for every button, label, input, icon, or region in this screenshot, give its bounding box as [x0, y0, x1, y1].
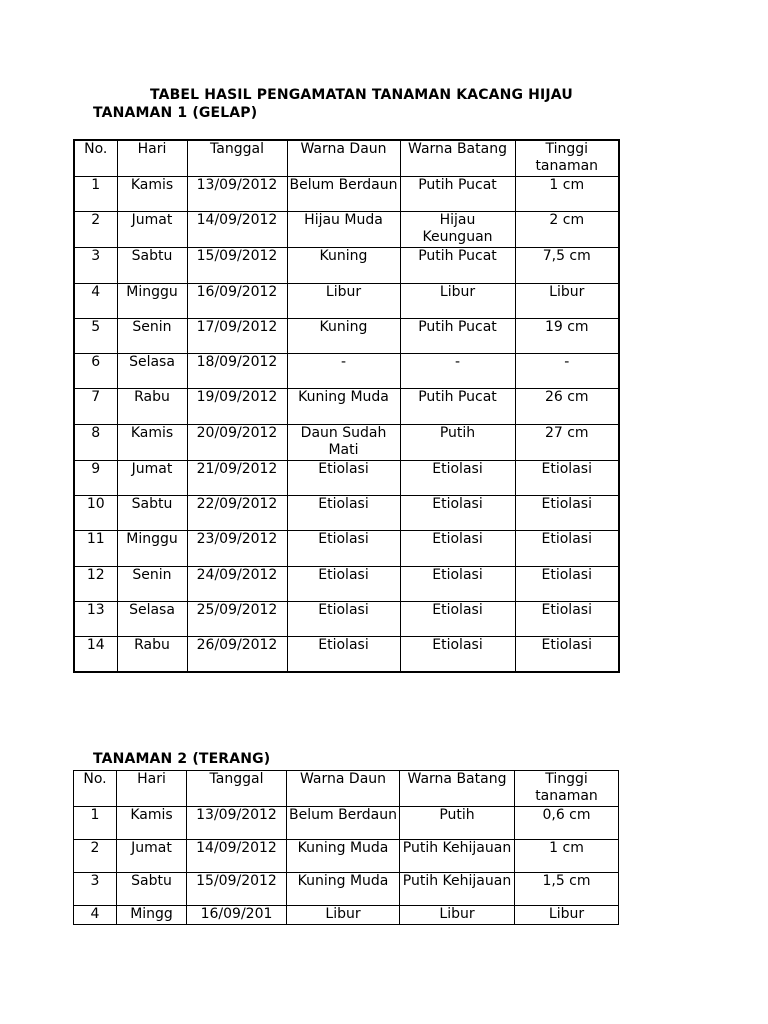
- cell-tinggi-tanaman: 2 cm: [515, 212, 619, 248]
- cell-tinggi-tanaman: Etiolasi: [515, 460, 619, 495]
- cell-no: 10: [74, 496, 117, 531]
- table-row: [74, 637, 619, 672]
- cell-tanggal: 16/09/2012: [187, 283, 287, 318]
- cell-warna-batang: Etiolasi: [400, 566, 515, 601]
- cell-tinggi-tanaman: Libur: [515, 906, 619, 925]
- cell-warna-batang: Etiolasi: [400, 531, 515, 566]
- table-row: [74, 873, 619, 906]
- cell-hari: Minggu: [117, 283, 187, 318]
- cell-warna-daun: Kuning Muda: [287, 840, 400, 873]
- table-row: [74, 906, 619, 925]
- cell-warna-daun: Etiolasi: [287, 566, 400, 601]
- cell-tinggi-tanaman: Etiolasi: [515, 531, 619, 566]
- cell-warna-daun: Kuning Muda: [287, 389, 400, 424]
- cell-warna-daun: Daun Sudah Mati: [287, 424, 400, 460]
- cell-warna-daun: -: [287, 354, 400, 389]
- cell-tanggal: 19/09/2012: [187, 389, 287, 424]
- cell-hari: Rabu: [117, 389, 187, 424]
- table-row: [74, 460, 619, 495]
- cell-hari: Sabtu: [117, 248, 187, 283]
- cell-tanggal: 22/09/2012: [187, 496, 287, 531]
- cell-tanggal: 20/09/2012: [187, 424, 287, 460]
- cell-no: 6: [74, 354, 117, 389]
- cell-hari: Jumat: [117, 460, 187, 495]
- observation-table-2: [73, 770, 619, 925]
- cell-hari: Rabu: [117, 637, 187, 672]
- cell-no: 1: [74, 807, 117, 840]
- cell-no: 7: [74, 389, 117, 424]
- table-2-heading: TANAMAN 2 (TERANG): [93, 751, 271, 767]
- table-row: [74, 248, 619, 283]
- document-title: TABEL HASIL PENGAMATAN TANAMAN KACANG HIJAU: [150, 87, 573, 103]
- cell-warna-daun: Libur: [287, 906, 400, 925]
- cell-warna-batang: Putih: [400, 807, 515, 840]
- cell-tanggal: 15/09/2012: [187, 873, 287, 906]
- cell-hari: Selasa: [117, 354, 187, 389]
- cell-no: 1: [74, 177, 117, 212]
- cell-no: 11: [74, 531, 117, 566]
- cell-tinggi-tanaman: 27 cm: [515, 424, 619, 460]
- cell-tinggi-tanaman: 0,6 cm: [515, 807, 619, 840]
- cell-tinggi-tanaman: Etiolasi: [515, 496, 619, 531]
- cell-tinggi-tanaman: 26 cm: [515, 389, 619, 424]
- observation-table-1: [73, 139, 620, 673]
- cell-tinggi-tanaman: 1 cm: [515, 177, 619, 212]
- cell-tanggal: 21/09/2012: [187, 460, 287, 495]
- cell-no: 5: [74, 318, 117, 353]
- cell-warna-batang: Putih Pucat: [400, 318, 515, 353]
- table-row: [74, 318, 619, 353]
- cell-tanggal: 23/09/2012: [187, 531, 287, 566]
- cell-tinggi-tanaman: Libur: [515, 283, 619, 318]
- table-row: [74, 531, 619, 566]
- cell-warna-batang: Putih Pucat: [400, 177, 515, 212]
- cell-tanggal: 24/09/2012: [187, 566, 287, 601]
- cell-tanggal: 25/09/2012: [187, 601, 287, 636]
- cell-tinggi-tanaman: Etiolasi: [515, 566, 619, 601]
- cell-warna-batang: Putih Kehijauan: [400, 840, 515, 873]
- cell-hari: Jumat: [117, 212, 187, 248]
- cell-hari: Minggu: [117, 531, 187, 566]
- cell-warna-batang: Libur: [400, 283, 515, 318]
- cell-warna-daun: Etiolasi: [287, 637, 400, 672]
- cell-hari: Hari: [117, 771, 187, 807]
- table-row: [74, 496, 619, 531]
- cell-no: 4: [74, 906, 117, 925]
- cell-no: 14: [74, 637, 117, 672]
- cell-tinggi-tanaman: Tinggi tanaman: [515, 771, 619, 807]
- cell-hari: Jumat: [117, 840, 187, 873]
- cell-warna-daun: Libur: [287, 283, 400, 318]
- cell-warna-daun: Etiolasi: [287, 460, 400, 495]
- cell-tinggi-tanaman: Etiolasi: [515, 637, 619, 672]
- cell-tanggal: 14/09/2012: [187, 212, 287, 248]
- cell-no: 3: [74, 248, 117, 283]
- cell-warna-batang: Putih Pucat: [400, 248, 515, 283]
- cell-warna-batang: Warna Batang: [400, 771, 515, 807]
- cell-no: 2: [74, 212, 117, 248]
- cell-warna-batang: -: [400, 354, 515, 389]
- table-1-heading: TANAMAN 1 (GELAP): [93, 105, 258, 121]
- cell-tanggal: 15/09/2012: [187, 248, 287, 283]
- cell-warna-daun: Warna Daun: [287, 140, 400, 177]
- cell-warna-batang: Etiolasi: [400, 637, 515, 672]
- cell-tinggi-tanaman: 7,5 cm: [515, 248, 619, 283]
- cell-warna-daun: Kuning: [287, 318, 400, 353]
- cell-no: 3: [74, 873, 117, 906]
- cell-no: 12: [74, 566, 117, 601]
- table-row: [74, 566, 619, 601]
- cell-warna-batang: Putih: [400, 424, 515, 460]
- cell-warna-daun: Warna Daun: [287, 771, 400, 807]
- table-row: [74, 601, 619, 636]
- cell-warna-daun: Etiolasi: [287, 496, 400, 531]
- cell-warna-daun: Kuning Muda: [287, 873, 400, 906]
- table-row: [74, 807, 619, 840]
- cell-tanggal: 16/09/201: [187, 906, 287, 925]
- table-row: [74, 424, 619, 460]
- table-row: [74, 177, 619, 212]
- cell-no: No.: [74, 771, 117, 807]
- cell-hari: Kamis: [117, 807, 187, 840]
- cell-hari: Hari: [117, 140, 187, 177]
- cell-warna-daun: Belum Berdaun: [287, 177, 400, 212]
- table-row: [74, 389, 619, 424]
- table-row: [74, 283, 619, 318]
- cell-tanggal: Tanggal: [187, 140, 287, 177]
- cell-tinggi-tanaman: 1,5 cm: [515, 873, 619, 906]
- cell-hari: Kamis: [117, 177, 187, 212]
- cell-warna-daun: Belum Berdaun: [287, 807, 400, 840]
- cell-tinggi-tanaman: 19 cm: [515, 318, 619, 353]
- cell-no: No.: [74, 140, 117, 177]
- cell-no: 8: [74, 424, 117, 460]
- cell-tinggi-tanaman: Etiolasi: [515, 601, 619, 636]
- cell-tinggi-tanaman: 1 cm: [515, 840, 619, 873]
- cell-no: 13: [74, 601, 117, 636]
- cell-hari: Senin: [117, 318, 187, 353]
- cell-no: 9: [74, 460, 117, 495]
- cell-warna-batang: Libur: [400, 906, 515, 925]
- cell-tanggal: 13/09/2012: [187, 177, 287, 212]
- cell-warna-batang: Etiolasi: [400, 460, 515, 495]
- table-row: [74, 354, 619, 389]
- cell-tinggi-tanaman: Tinggi tanaman: [515, 140, 619, 177]
- cell-warna-batang: Etiolasi: [400, 496, 515, 531]
- cell-warna-daun: Etiolasi: [287, 601, 400, 636]
- cell-hari: Senin: [117, 566, 187, 601]
- cell-tanggal: 13/09/2012: [187, 807, 287, 840]
- cell-tanggal: 18/09/2012: [187, 354, 287, 389]
- cell-tinggi-tanaman: -: [515, 354, 619, 389]
- cell-tanggal: 14/09/2012: [187, 840, 287, 873]
- cell-warna-daun: Etiolasi: [287, 531, 400, 566]
- header-row: [74, 140, 619, 177]
- cell-hari: Selasa: [117, 601, 187, 636]
- cell-warna-daun: Hijau Muda: [287, 212, 400, 248]
- cell-no: 2: [74, 840, 117, 873]
- cell-warna-daun: Kuning: [287, 248, 400, 283]
- cell-warna-batang: Hijau Keunguan: [400, 212, 515, 248]
- cell-tanggal: 26/09/2012: [187, 637, 287, 672]
- header-row: [74, 771, 619, 807]
- cell-hari: Kamis: [117, 424, 187, 460]
- cell-hari: Sabtu: [117, 873, 187, 906]
- cell-tanggal: 17/09/2012: [187, 318, 287, 353]
- cell-warna-batang: Putih Pucat: [400, 389, 515, 424]
- table-row: [74, 840, 619, 873]
- table-row: [74, 212, 619, 248]
- cell-no: 4: [74, 283, 117, 318]
- cell-hari: Mingg: [117, 906, 187, 925]
- cell-warna-batang: Warna Batang: [400, 140, 515, 177]
- cell-tanggal: Tanggal: [187, 771, 287, 807]
- cell-warna-batang: Putih Kehijauan: [400, 873, 515, 906]
- cell-hari: Sabtu: [117, 496, 187, 531]
- cell-warna-batang: Etiolasi: [400, 601, 515, 636]
